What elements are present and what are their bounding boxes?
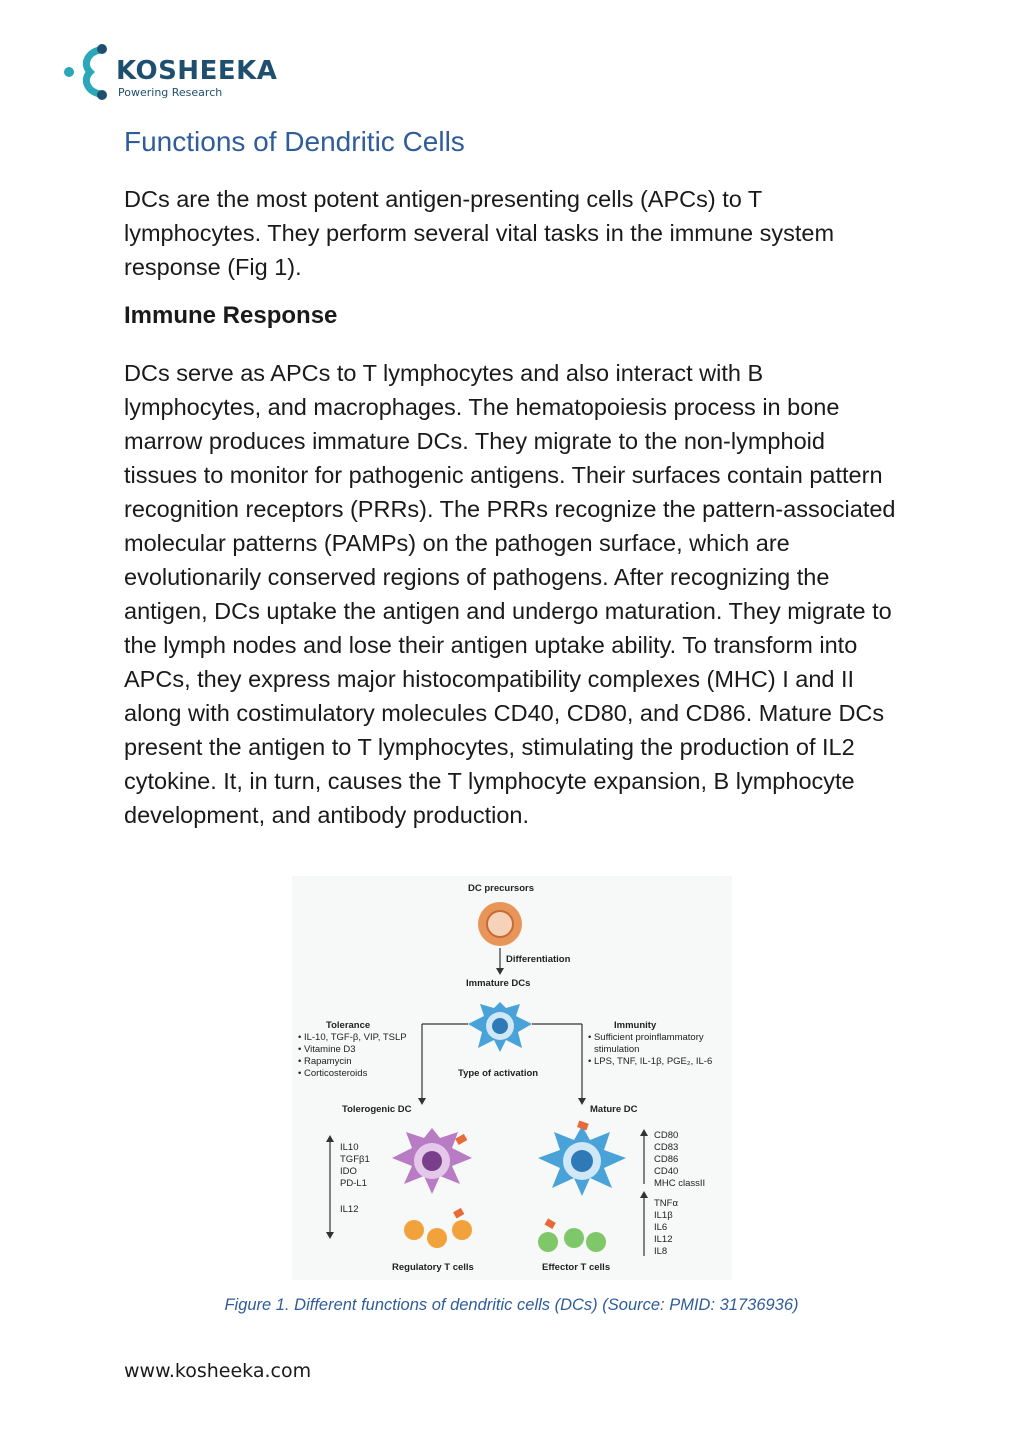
type-of-activation-label: Type of activation (458, 1068, 539, 1079)
footer-url[interactable]: www.kosheeka.com (124, 1360, 312, 1382)
section-heading: Immune Response (124, 302, 338, 329)
tolerance-item: • Vitamine D3 (298, 1044, 356, 1055)
figure-caption: Figure 1. Different functions of dendritic cells (DCs) (Source: PMID: 31736936) (224, 1296, 799, 1314)
mature-marker: CD83 (654, 1142, 679, 1153)
mature-cytokine: IL6 (654, 1222, 668, 1233)
differentiation-label: Differentiation (506, 954, 571, 965)
mature-cytokine: TNFα (654, 1198, 678, 1209)
tolerogenic-down-marker: IL12 (340, 1204, 359, 1215)
immunity-item: • Sufficient proinflammatory (588, 1032, 704, 1043)
kosheeka-logo (60, 42, 300, 106)
tolerance-heading: Tolerance (326, 1020, 371, 1031)
brand-tagline: Powering Research (118, 86, 223, 99)
immunity-item: • LPS, TNF, IL-1β, PGE₂, IL-6 (588, 1056, 713, 1067)
mature-dc-label: Mature DC (590, 1104, 638, 1115)
regulatory-t-cells-label: Regulatory T cells (392, 1262, 474, 1273)
tolerogenic-marker: PD-L1 (340, 1178, 367, 1189)
tolerogenic-marker: IL10 (340, 1142, 359, 1153)
page-title: Functions of Dendritic Cells (124, 126, 465, 157)
mature-marker: CD86 (654, 1154, 679, 1165)
tolerogenic-marker: TGFβ1 (340, 1154, 370, 1165)
immunity-heading: Immunity (614, 1020, 657, 1031)
tolerance-item: • Corticosteroids (298, 1068, 368, 1079)
mature-marker: CD80 (654, 1130, 679, 1141)
immunity-item: stimulation (594, 1044, 640, 1055)
tolerance-item: • Rapamycin (298, 1056, 352, 1067)
effector-t-cells-label: Effector T cells (542, 1262, 611, 1273)
body-paragraph: DCs serve as APCs to T lymphocytes and also interact with B lymphocytes, and macrophages. The hematopoiesis process in bone marrow produces immature DCs. They migrate to the non-lymphoid tissues to monitor for pathogenic antigens. Their surfaces contain pattern recognition receptors (PRRs). The PRRs recognize the pattern-associated molecular patterns (PAMPs) on the pathogen surface, which are evolutionarily conserved regions of pathogens. After recognizing the antigen, DCs uptake the antigen and undergo maturation. They migrate to the lymph nodes and lose their antigen uptake ability. To transform into APCs, they express major histocompatibility complexes (MHC) I and II along with costimulatory molecules CD40, CD80, and CD86. Mature DCs present the antigen to T lymphocytes, stimulating the production of IL2 cytokine. It, in turn, causes the T lymphocyte expansion, B lymphocyte development, and antibody production. (124, 360, 896, 828)
immature-dcs-label: Immature DCs (466, 978, 531, 989)
dendritic-cell-figure (292, 876, 732, 1280)
mature-marker: MHC classII (654, 1178, 706, 1189)
kosheeka-logo-icon (60, 42, 116, 102)
mature-cytokine: IL1β (654, 1210, 673, 1221)
intro-paragraph: DCs are the most potent antigen-presenting cells (APCs) to T lymphocytes. They perform several vital tasks in the immune system response (Fig 1). (124, 186, 835, 280)
brand-name: KOSHEEKA (116, 56, 278, 86)
tolerogenic-dc-label: Tolerogenic DC (342, 1104, 412, 1115)
tolerogenic-marker: IDO (340, 1166, 357, 1177)
mature-marker: CD40 (654, 1166, 679, 1177)
tolerance-item: • IL-10, TGF-β, VIP, TSLP (298, 1032, 407, 1043)
mature-cytokine: IL12 (654, 1234, 673, 1245)
mature-cytokine: IL8 (654, 1246, 668, 1257)
dc-precursors-label: DC precursors (468, 883, 534, 894)
